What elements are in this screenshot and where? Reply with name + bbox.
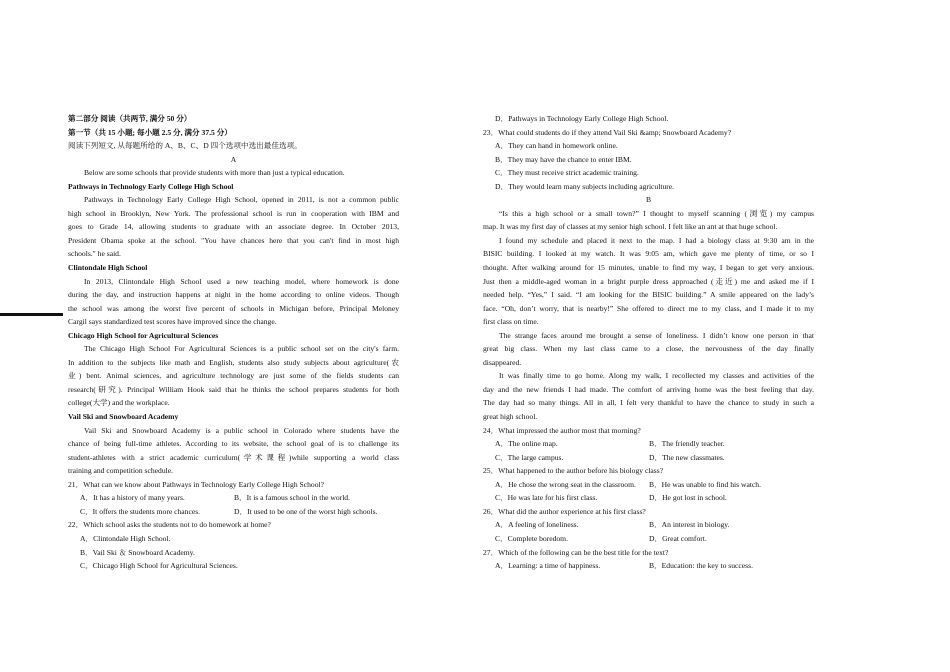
section-heading: 第二部分 阅读（共两节, 满分 50 分）	[68, 114, 192, 123]
q23-option-d: D．They would learn many subjects including agriculture.	[495, 181, 675, 191]
question-26-options-row	[483, 518, 814, 532]
passage-b-line: face. “Oh, don’t worry, that is nearby!” She offered to direct me to my class, and I made it to my	[483, 303, 814, 313]
margin-binding-bar	[0, 313, 63, 316]
school2-line: In 2013, Clintondale High School used a new teaching model, where homework is done	[84, 276, 399, 286]
question-22: 22．Which school asks the students not to do homework at home?	[68, 520, 271, 530]
q21-option-c: C．It offers the students more chances.	[80, 506, 201, 516]
school1-line: schools." he said.	[68, 249, 121, 259]
passage-b-line: Just then a middle-aged woman in a bright purple dress approached (走近) me and asked me if I	[483, 276, 814, 286]
question-24-options-row	[483, 437, 814, 451]
passage-b-line: The day had so many things. All in all, I felt very thankful to have the chance to study in such a	[483, 398, 814, 408]
passage-b-line: great big class. When my last class came to a close, the nervousness of the day finally	[483, 344, 814, 354]
question-27-options-row	[483, 559, 814, 573]
school1-line: President Obama spoke at the school. "You have chances here that you can't find in most high	[68, 235, 399, 245]
school4-line: student-athletes with a strict academic curriculum(学术课程)while supporting a world class	[68, 452, 399, 462]
passage-b-line: I found my schedule and placed it next to the map. I had a biology class at 9:30 am in the	[499, 235, 814, 245]
school4-line: Vail Ski and Snowboard Academy is a public school in Colorado where students have the	[84, 425, 399, 435]
q22-option-d: D．Pathways in Technology Early College High School.	[495, 114, 669, 123]
subsection-heading: 第一节（共 15 小题; 每小题 2.5 分, 满分 37.5 分）	[68, 127, 232, 137]
question-21: 21．What can we know about Pathways in Technology Early College High School?	[68, 479, 324, 489]
q26-option-d: D．Great comfort.	[649, 533, 707, 543]
passage-b-line: disappeared.	[483, 357, 522, 367]
question-25-options-row	[483, 478, 814, 492]
q23-option-b: B．They may have the chance to enter IBM.	[495, 154, 632, 164]
q27-option-b: B．Education: the key to success.	[649, 561, 753, 571]
q25-option-d: D．He got lost in school.	[649, 493, 727, 503]
q21-option-b: B．It is a famous school in the world.	[234, 493, 351, 503]
q21-option-d: D．It used to be one of the worst high schools.	[234, 506, 378, 516]
passage-intro: Below are some schools that provide students with more than just a typical education.	[84, 168, 345, 178]
question-25-options-row	[483, 491, 814, 505]
school3-line: 业) bent. Animal sciences, and agriculture technology are just some of the fields students can	[68, 371, 399, 381]
passage-b-line: map. It was my first day of classes at my senior high school. I felt like an ant at that huge school.	[483, 222, 778, 232]
passage-b-line: It was finally time to go home. Along my walk, I recollected my classes and activities of the	[499, 371, 814, 381]
q24-option-a: A．The online map.	[495, 439, 558, 449]
school2-line: during the day, and instruction happens at night in the home according to online videos. Though	[68, 290, 399, 300]
school1-line: high school in Brooklyn, New York. The professional school is run in cooperation with IBM and	[68, 208, 399, 218]
school1-line: goes to Grade 14, allowing students to graduate with an associate degree. In October 2013,	[68, 222, 399, 232]
passage-b-line: thought. After walking around for 15 minutes, unable to find my way, I began to get very anxious.	[483, 263, 814, 273]
question-26-options-row	[483, 532, 814, 546]
school2-title: Clintondale High School	[68, 263, 148, 273]
q23-option-a: A．They can hand in homework online.	[495, 141, 618, 151]
school3-title: Chicago High School for Agricultural Sciences	[68, 330, 219, 340]
school4-title: Vail Ski and Snowboard Academy	[68, 412, 179, 422]
instructions: 阅读下列短文, 从每题所给的 A、B、C、D 四个选项中选出最佳选项。	[68, 141, 302, 151]
q26-option-b: B．An interest in biology.	[649, 520, 730, 530]
q24-option-c: C．The large campus.	[495, 452, 564, 462]
question-26: 26．What did the author experience at his first class?	[483, 506, 646, 516]
q25-option-c: C．He was late for his first class.	[495, 493, 598, 503]
q26-option-c: C．Complete boredom.	[495, 533, 568, 543]
question-27: 27．Which of the following can be the best title for the text?	[483, 547, 669, 557]
passage-b-line: first class on time.	[483, 317, 539, 327]
question-24: 24．What impressed the author most that morning?	[483, 425, 641, 435]
question-23: 23．What could students do if they attend Vail Ski &amp; Snowboard Academy?	[483, 127, 732, 137]
q26-option-a: A．A feeling of loneliness.	[495, 520, 579, 530]
school3-line: In addition to the subjects like math and English, students also study subjects about agriculture(农	[68, 357, 399, 367]
passage-b-line: “Is this a high school or a small town?” I thought to myself scanning (浏览) my campus	[499, 208, 814, 218]
school2-line: the school was among the worst five percent of schools in Michigan before, Principal Meloney	[68, 303, 399, 313]
q23-option-c: C．They must receive strict academic training.	[495, 168, 639, 178]
q25-option-a: A．He chose the wrong seat in the classroom.	[495, 479, 636, 489]
q22-option-b: B．Vail Ski ＆ Snowboard Academy.	[80, 547, 195, 557]
question-25: 25．What happened to the author before his biology class?	[483, 466, 664, 476]
right-column	[483, 112, 814, 573]
passage-a-letter: A	[230, 154, 237, 164]
question-21-options-row	[68, 491, 399, 505]
left-column	[68, 112, 399, 573]
q22-option-a: A．Clintondale High School.	[80, 533, 171, 543]
passage-b-line: BISIC building. I looked at my watch. It was 9:05 am, which gave me plenty of time, or so I	[483, 249, 814, 259]
school2-line: Cargil says standardized test scores have improved since the change.	[68, 317, 277, 327]
passage-b-line: needed help. “Yes,” I said. “I am looking for the BISIC building.” A smile appeared on the lady’s	[483, 290, 814, 300]
school3-line: research(研究). Principal William Hook said that he thinks the school prepares students for both	[68, 384, 399, 394]
school3-line: The Chicago High School For Agricultural Sciences is a public school set on the city's farm.	[84, 344, 399, 354]
school4-line: chance of being full-time athletes. According to its website, the school goal of is to challenge its	[68, 439, 399, 449]
passage-b-line: day and the new friends I had made. The comfort of arriving home was the best feeling that day.	[483, 384, 814, 394]
q24-option-d: D．The new classmates.	[649, 452, 725, 462]
q22-option-c: C．Chicago High School for Agricultural Sciences.	[80, 561, 238, 571]
passage-b-line: The strange faces around me brought a sense of loneliness. I didn’t know one person in that	[499, 330, 814, 340]
q27-option-a: A．Learning: a time of happiness.	[495, 561, 601, 571]
school1-line: Pathways in Technology Early College High School, opened in 2011, is not a common public	[84, 195, 399, 205]
school1-title: Pathways in Technology Early College High School	[68, 181, 234, 191]
passage-b-letter: B	[645, 195, 652, 205]
question-24-options-row	[483, 451, 814, 465]
school3-line: college(大学) and the workplace.	[68, 398, 170, 408]
q25-option-b: B．He was unable to find his watch.	[649, 479, 761, 489]
q21-option-a: A．It has a history of many years.	[80, 493, 185, 503]
question-21-options-row	[68, 505, 399, 519]
q24-option-b: B．The friendly teacher.	[649, 439, 725, 449]
school4-line: training and competition schedule.	[68, 466, 174, 476]
passage-b-line: great high school.	[483, 412, 538, 422]
